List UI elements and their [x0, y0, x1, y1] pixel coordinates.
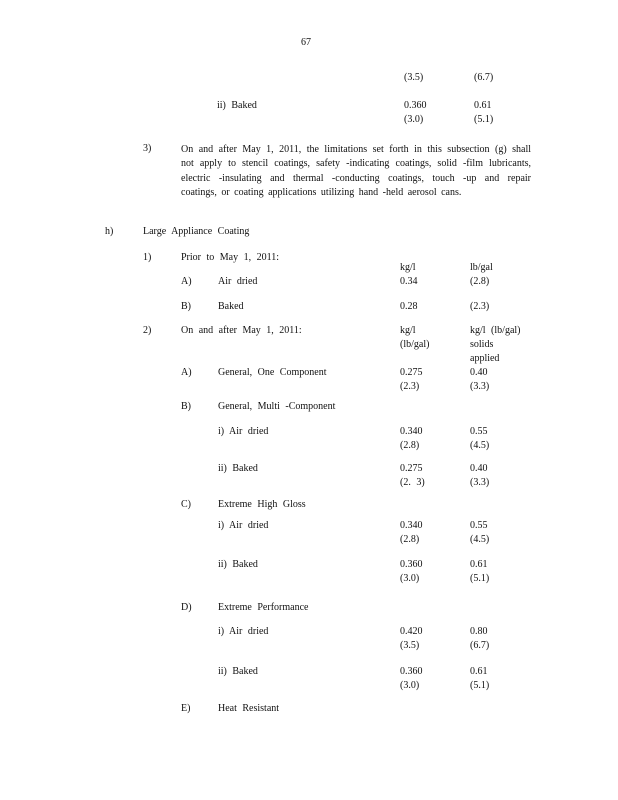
h2-a-label: General, One Component: [218, 367, 327, 378]
h2-c-ii-value-metric-paren: (3.0): [400, 573, 420, 584]
h2-b-ii-label: ii) Baked: [218, 463, 258, 474]
h2-b-label: General, Multi -Component: [218, 401, 336, 412]
h2-d-ii-value-english: 0.61: [470, 666, 488, 677]
h2-number: 2): [143, 325, 152, 336]
item3-number: 3): [143, 143, 152, 154]
h2-d-ii-label: ii) Baked: [218, 666, 258, 677]
h2-header-metric-paren: (lb/gal): [400, 339, 430, 350]
h2-header-solids: solids: [470, 339, 494, 350]
h2-c-letter: C): [181, 499, 191, 510]
h2-c-i-value-metric-paren: (2.8): [400, 534, 420, 545]
h2-b-i-label: i) Air dried: [218, 426, 269, 437]
h2-d-i-label: i) Air dried: [218, 626, 269, 637]
baked-value-metric: 0.360: [404, 100, 427, 111]
h2-b-i-value-metric: 0.340: [400, 426, 423, 437]
h2-e-label: Heat Resistant: [218, 703, 280, 714]
h1-b-label: Baked: [218, 301, 244, 312]
h1-unit-english: lb/gal: [470, 262, 493, 273]
h2-c-label: Extreme High Gloss: [218, 499, 306, 510]
baked-value-english: 0.61: [474, 100, 492, 111]
baked-value-metric-paren: (3.0): [404, 114, 424, 125]
h1-a-label: Air dried: [218, 276, 258, 287]
h2-c-ii-value-english-paren: (5.1): [470, 573, 490, 584]
h2-header-metric: kg/l: [400, 325, 416, 336]
item3-paragraph: On and after May 1, 2011, the limitations set forth in this subsection (g) shall not apply to stencil coatings, safety -indicating coatings, solid -film lubricants, electric -insulating and thermal -conducting coatings, touch -up and repair coatings, or coating applications utilizing hand -held aerosol cans.: [181, 144, 531, 198]
section-h-letter: h): [105, 226, 114, 237]
cont-value-metric: (3.5): [404, 72, 424, 83]
h2-label: On and after May 1, 2011:: [181, 325, 302, 336]
h2-d-ii-value-metric: 0.360: [400, 666, 423, 677]
h2-b-letter: B): [181, 401, 191, 412]
h2-a-letter: A): [181, 367, 192, 378]
h1-b-letter: B): [181, 301, 191, 312]
h2-b-ii-value-english: 0.40: [470, 463, 488, 474]
h2-b-ii-value-metric: 0.275: [400, 463, 423, 474]
h2-d-label: Extreme Performance: [218, 602, 309, 613]
page-number: 67: [301, 37, 311, 48]
h2-d-i-value-metric: 0.420: [400, 626, 423, 637]
h2-c-i-value-english-paren: (4.5): [470, 534, 490, 545]
h2-d-letter: D): [181, 602, 192, 613]
h2-c-ii-value-english: 0.61: [470, 559, 488, 570]
h2-d-ii-value-english-paren: (5.1): [470, 680, 490, 691]
h2-a-value-metric: 0.275: [400, 367, 423, 378]
h2-a-value-english-paren: (3.3): [470, 381, 490, 392]
h2-b-ii-value-english-paren: (3.3): [470, 477, 490, 488]
h2-e-letter: E): [181, 703, 191, 714]
h1-a-value-english: (2.8): [470, 276, 490, 287]
h1-a-letter: A): [181, 276, 192, 287]
h2-b-i-value-english-paren: (4.5): [470, 440, 490, 451]
h2-d-i-value-metric-paren: (3.5): [400, 640, 420, 651]
h1-unit-metric: kg/l: [400, 262, 416, 273]
h2-b-ii-value-metric-paren: (2. 3): [400, 477, 425, 488]
h1-b-value-english: (2.3): [470, 301, 490, 312]
h2-c-i-value-metric: 0.340: [400, 520, 423, 531]
cont-value-english: (6.7): [474, 72, 494, 83]
h2-a-value-metric-paren: (2.3): [400, 381, 420, 392]
h2-c-ii-value-metric: 0.360: [400, 559, 423, 570]
h1-number: 1): [143, 252, 152, 263]
h1-a-value-metric: 0.34: [400, 276, 418, 287]
h2-b-i-value-metric-paren: (2.8): [400, 440, 420, 451]
h1-b-value-metric: 0.28: [400, 301, 418, 312]
h2-c-ii-label: ii) Baked: [218, 559, 258, 570]
h2-d-i-value-english-paren: (6.7): [470, 640, 490, 651]
baked-label: ii) Baked: [217, 100, 257, 111]
h2-c-i-label: i) Air dried: [218, 520, 269, 531]
h2-a-value-english: 0.40: [470, 367, 488, 378]
h1-label: Prior to May 1, 2011:: [181, 252, 280, 263]
baked-value-english-paren: (5.1): [474, 114, 494, 125]
h2-c-i-value-english: 0.55: [470, 520, 488, 531]
h2-d-i-value-english: 0.80: [470, 626, 488, 637]
section-h-title: Large Appliance Coating: [143, 226, 250, 237]
h2-d-ii-value-metric-paren: (3.0): [400, 680, 420, 691]
h2-header-applied: applied: [470, 353, 500, 364]
h2-header-english: kg/l (lb/gal): [470, 325, 521, 336]
h2-b-i-value-english: 0.55: [470, 426, 488, 437]
